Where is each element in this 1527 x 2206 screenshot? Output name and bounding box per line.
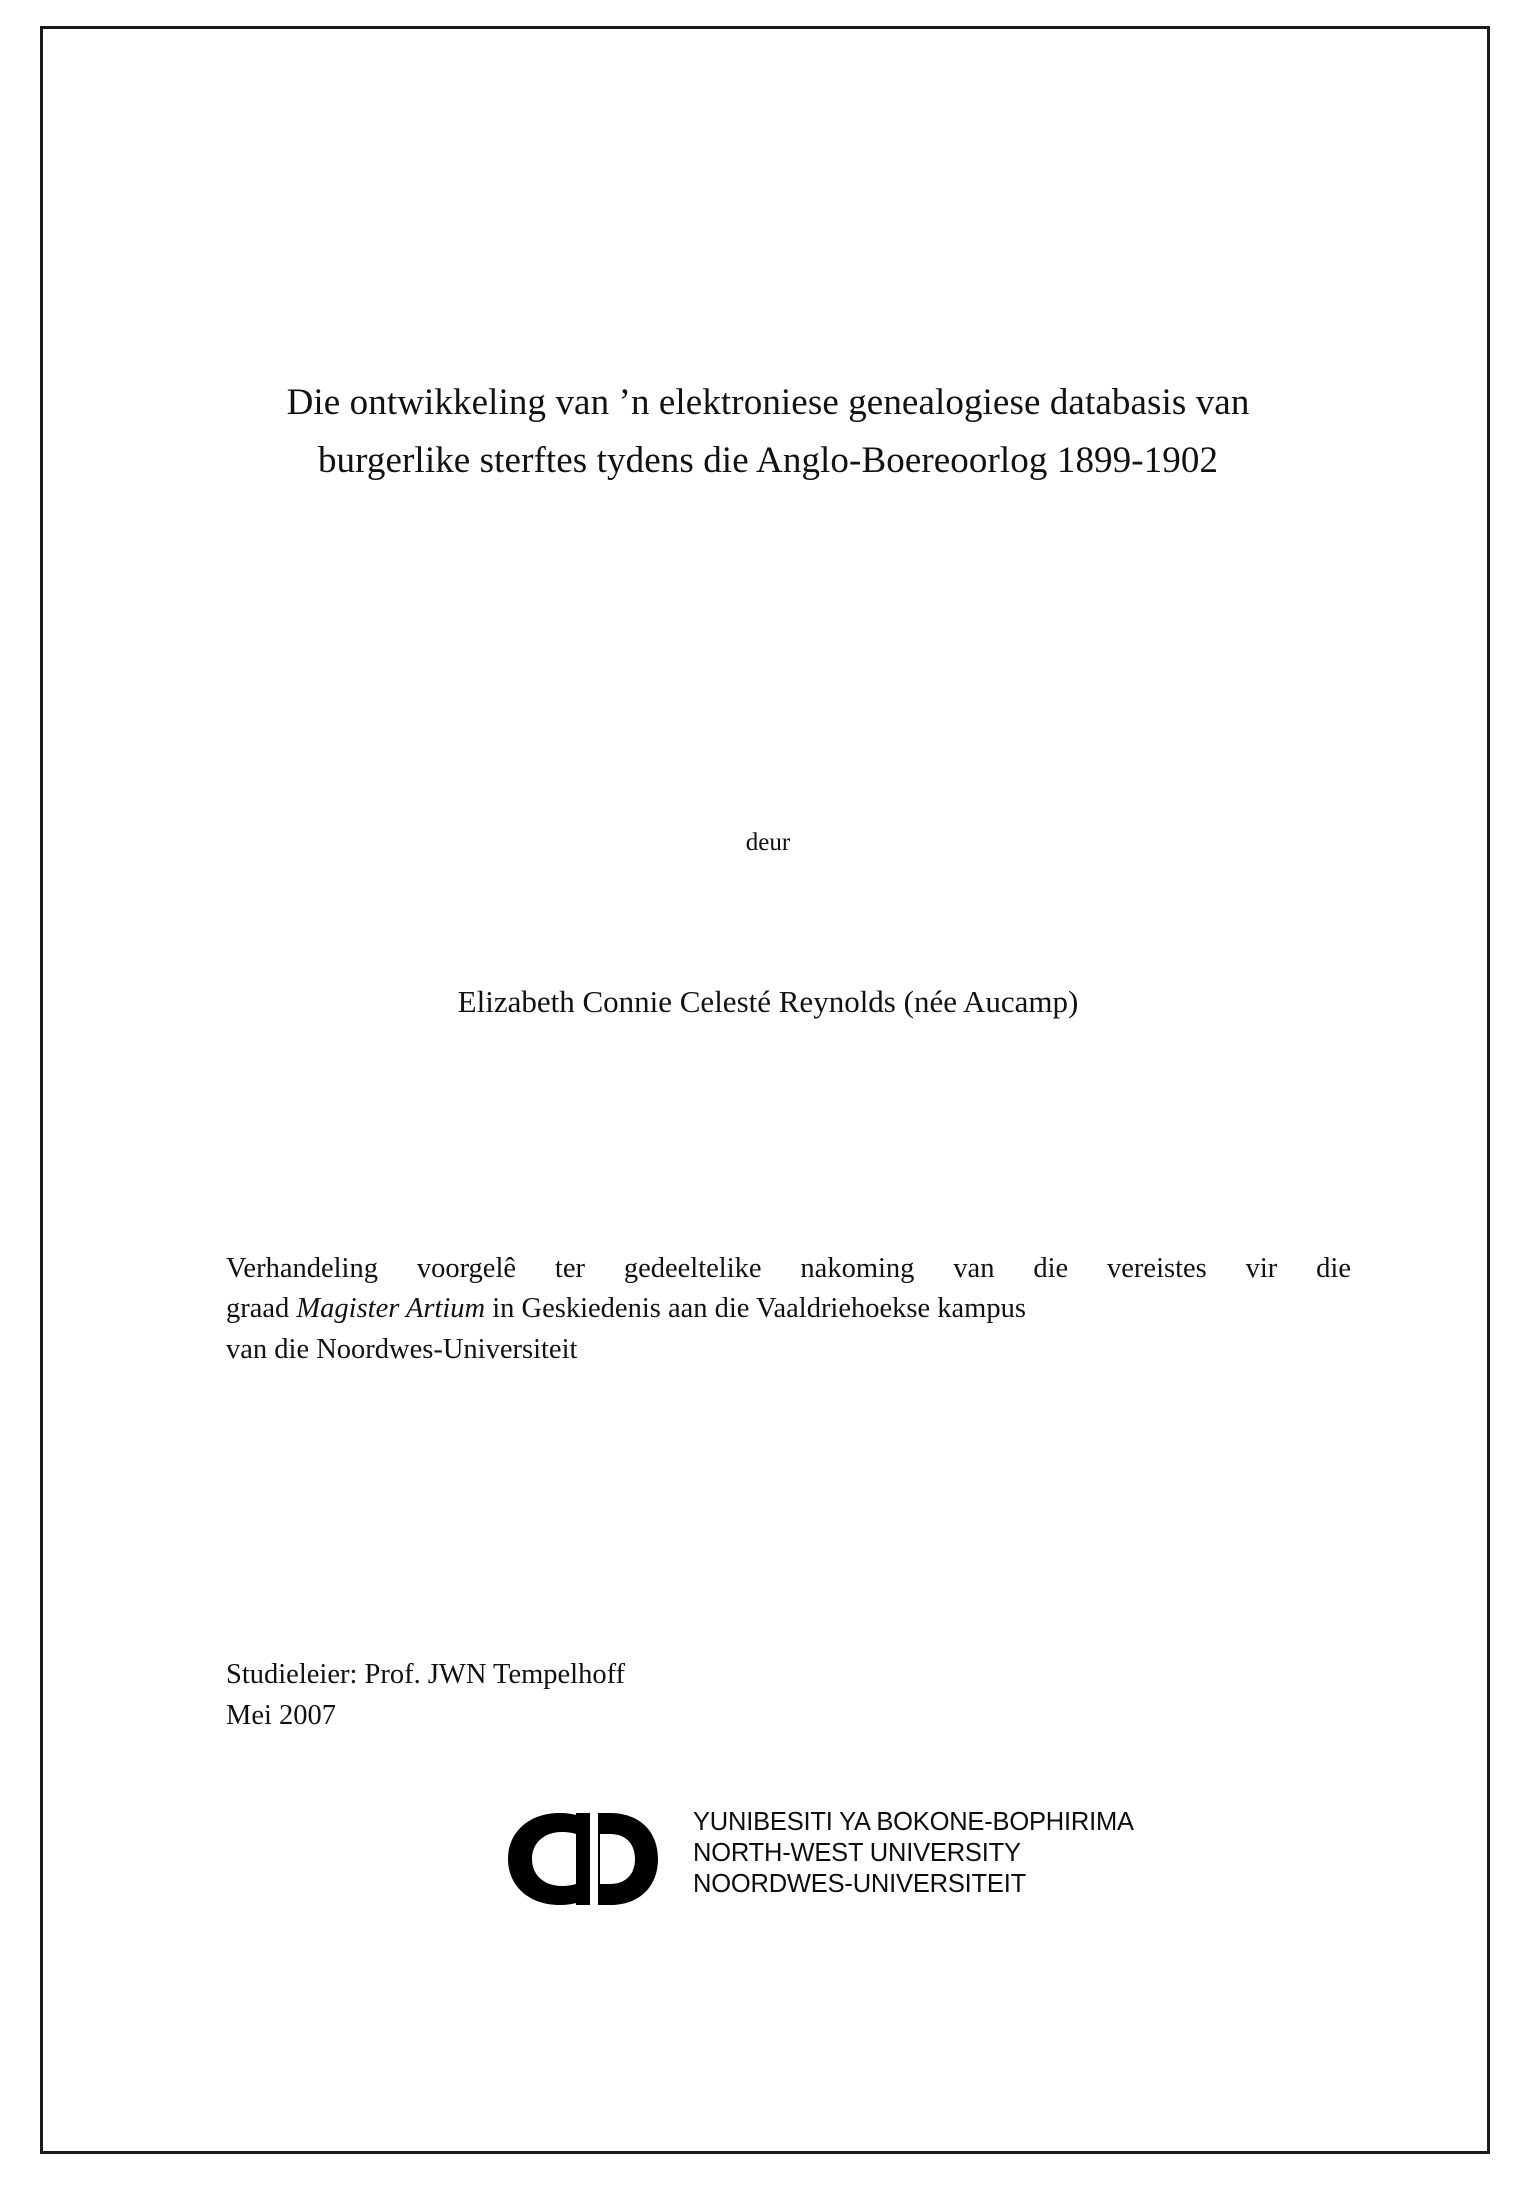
title-line-1: Die ontwikkeling van ’n elektroniese genealogiese databasis van bbox=[286, 382, 1250, 423]
by-label: deur bbox=[745, 829, 791, 856]
supervisor-and-date bbox=[226, 1654, 625, 1737]
degree-name-italic: Magister Artium bbox=[296, 1293, 486, 1325]
logo-text-line-1: YUNIBESITI YA BOKONE-BOPHIRIMA bbox=[693, 1808, 1134, 1836]
supervisor-line: Studieleier: Prof. JWN Tempelhoff bbox=[226, 1659, 626, 1690]
logo-text-line-3: NOORDWES-UNIVERSITEIT bbox=[693, 1870, 1026, 1899]
degree-statement bbox=[226, 1249, 1351, 1370]
degree-statement-line-1: Verhandeling voorgelê ter gedeeltelike nakoming van die vereistes vir die bbox=[226, 1253, 1351, 1284]
university-logo bbox=[498, 1801, 1138, 1921]
university-logo-text bbox=[693, 1807, 1134, 1900]
author-name: Elizabeth Connie Celesté Reynolds (née Aucamp) bbox=[457, 984, 1079, 1019]
page-border-frame bbox=[40, 26, 1490, 2154]
date-line: Mei 2007 bbox=[226, 1700, 337, 1732]
title-line-2: burgerlike sterftes tydens die Anglo-Boereoorlog 1899-1902 bbox=[317, 440, 1219, 482]
degree-statement-line-2-post: in Geskiedenis aan die Vaaldriehoekse kampus bbox=[485, 1293, 1026, 1325]
degree-statement-line-2-pre: graad bbox=[226, 1293, 297, 1325]
title-page-content bbox=[43, 29, 1487, 2151]
logo-text-line-2: NORTH-WEST UNIVERSITY bbox=[693, 1839, 1021, 1868]
nwu-logo-icon bbox=[498, 1805, 683, 1913]
degree-statement-line-3: van die Noordwes-Universiteit bbox=[226, 1333, 578, 1365]
degree-statement-line-2 bbox=[226, 1289, 1351, 1329]
page-title bbox=[183, 374, 1353, 491]
